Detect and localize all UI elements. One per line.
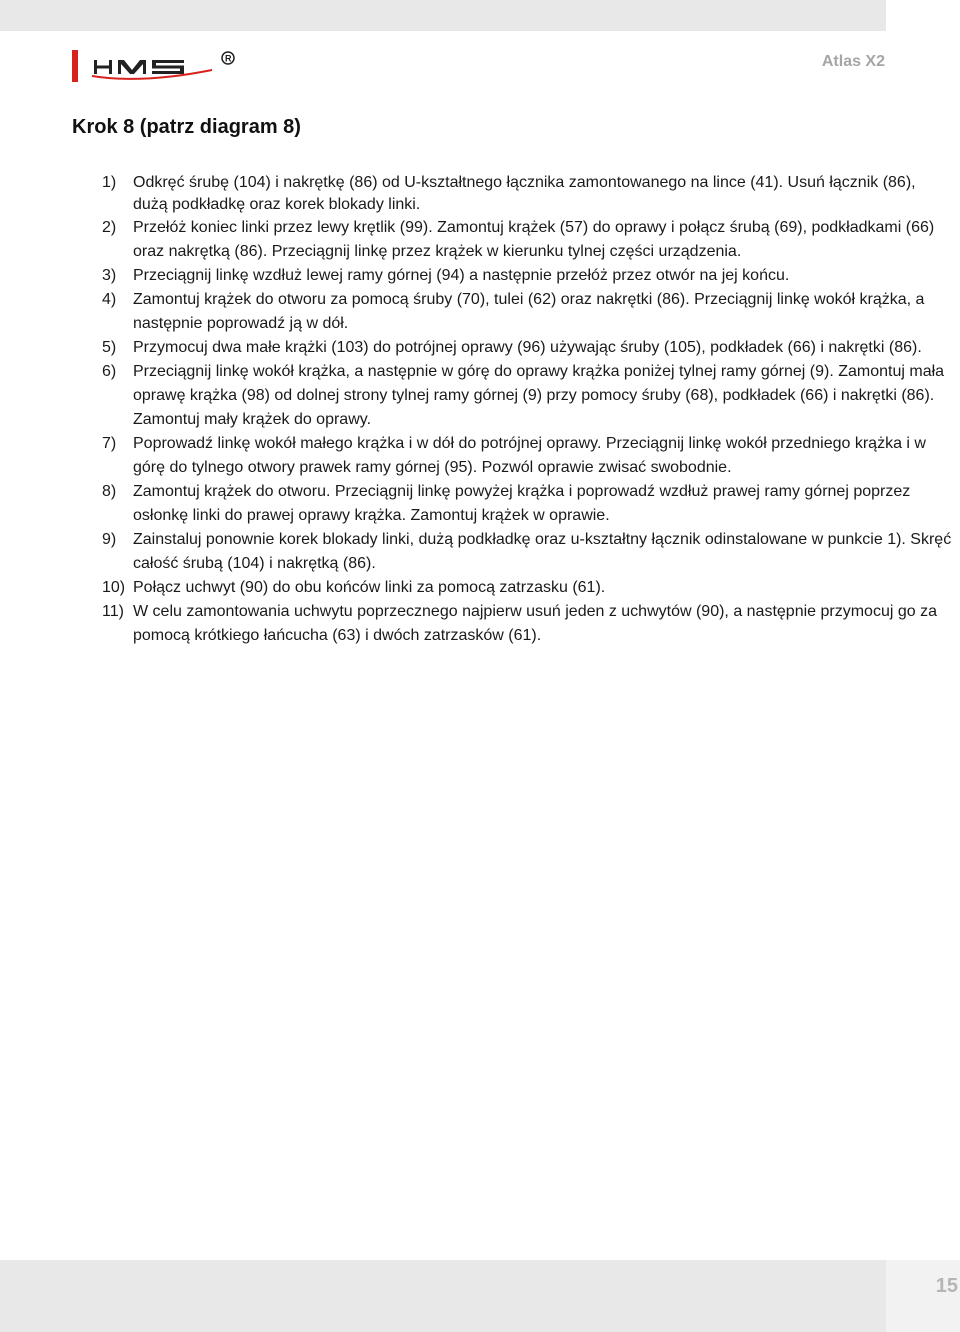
list-item [102, 480, 952, 528]
step-text: W celu zamontowania uchwytu poprzecznego najpierw usuń jeden z uchwytów (90), a następnie przymocuj go za pomocą krótkiego łańcucha (63) i dwóch zatrzasków (61). [133, 603, 937, 644]
step-text: Zamontuj krążek do otworu. Przeciągnij linkę powyżej krążka i poprowadź wzdłuż prawej ramy górnej poprzez osłonkę linki do prawej oprawy krążka. Zamontuj krążek w oprawie. [133, 483, 911, 524]
list-item [102, 288, 952, 336]
step-number: 1) [102, 174, 117, 191]
document-title: Atlas X2 [821, 53, 885, 70]
step-number: 5) [102, 339, 117, 356]
step-number: 4) [102, 291, 117, 308]
step-number: 2) [102, 219, 117, 236]
step-text: Zainstaluj ponownie korek blokady linki, dużą podkładkę oraz u-kształtny łącznik odinstalowane w punkcie 1). Skręć całość śrubą (104) i nakrętką (86). [133, 531, 952, 572]
list-item [102, 600, 952, 648]
step-number: 8) [102, 483, 117, 500]
list-item [102, 264, 952, 288]
list-item [102, 528, 952, 576]
step-number: 11) [102, 603, 124, 620]
step-number: 6) [102, 363, 117, 380]
section-heading: Krok 8 (patrz diagram 8) [72, 116, 301, 138]
step-number: 10) [102, 579, 126, 596]
header-band-gap [886, 0, 960, 31]
list-item [102, 336, 952, 360]
registered-mark: R [225, 53, 232, 64]
page-number: 15 [935, 1275, 958, 1297]
step-text: Poprowadź linkę wokół małego krążka i w dół do potrójnej oprawy. Przeciągnij linkę wokół przedniego krążka i w górę do tylnego otwory prawek ramy górnej (95). Pozwól oprawie zwisać swobodnie. [133, 435, 926, 476]
step-text: Przeciągnij linkę wzdłuż lewej ramy górnej (94) a następnie przełóż przez otwór na jej końcu. [133, 267, 790, 284]
step-text: Odkręć śrubę (104) i nakrętkę (86) od U-kształtnego łącznika zamontowanego na lince (41). Usuń łącznik (86), dużą podkładkę oraz korek blokady linki. [133, 174, 916, 213]
step-number: 9) [102, 531, 117, 548]
hms-logo [72, 48, 247, 84]
footer-band [0, 1260, 886, 1332]
step-number: 3) [102, 267, 117, 284]
step-text: Przełóż koniec linki przez lewy krętlik (99). Zamontuj krążek (57) do oprawy i połącz śrubą (69), podkładkami (66) oraz nakrętką (86). Przeciągnij linkę przez krążek w kierunku tylnej części urządzenia. [133, 219, 935, 260]
list-item [102, 216, 952, 264]
step-number: 7) [102, 435, 117, 452]
step-text: Przymocuj dwa małe krążki (103) do potrójnej oprawy (96) używając śruby (105), podkładek (66) i nakrętki (86). [133, 339, 922, 356]
list-item [102, 576, 952, 600]
list-item [102, 172, 952, 216]
instruction-list [102, 172, 952, 648]
list-item [102, 360, 952, 432]
list-item [102, 432, 952, 480]
step-text: Zamontuj krążek do otworu za pomocą śruby (70), tulei (62) oraz nakrętki (86). Przeciągnij linkę wokół krążka, a następnie poprowadź ją w dół. [133, 291, 925, 332]
step-text: Połącz uchwyt (90) do obu końców linki za pomocą zatrzasku (61). [133, 579, 606, 596]
step-text: Przeciągnij linkę wokół krążka, a następnie w górę do oprawy krążka poniżej tylnej ramy górnej (9). Zamontuj mała oprawę krążka (98) od dolnej strony tylnej ramy górnej (9) przy pomocy śruby (68), podkładek (66) i nakrętki (86). Zamontuj mały krążek do oprawy. [133, 363, 945, 428]
header-band [0, 0, 886, 31]
